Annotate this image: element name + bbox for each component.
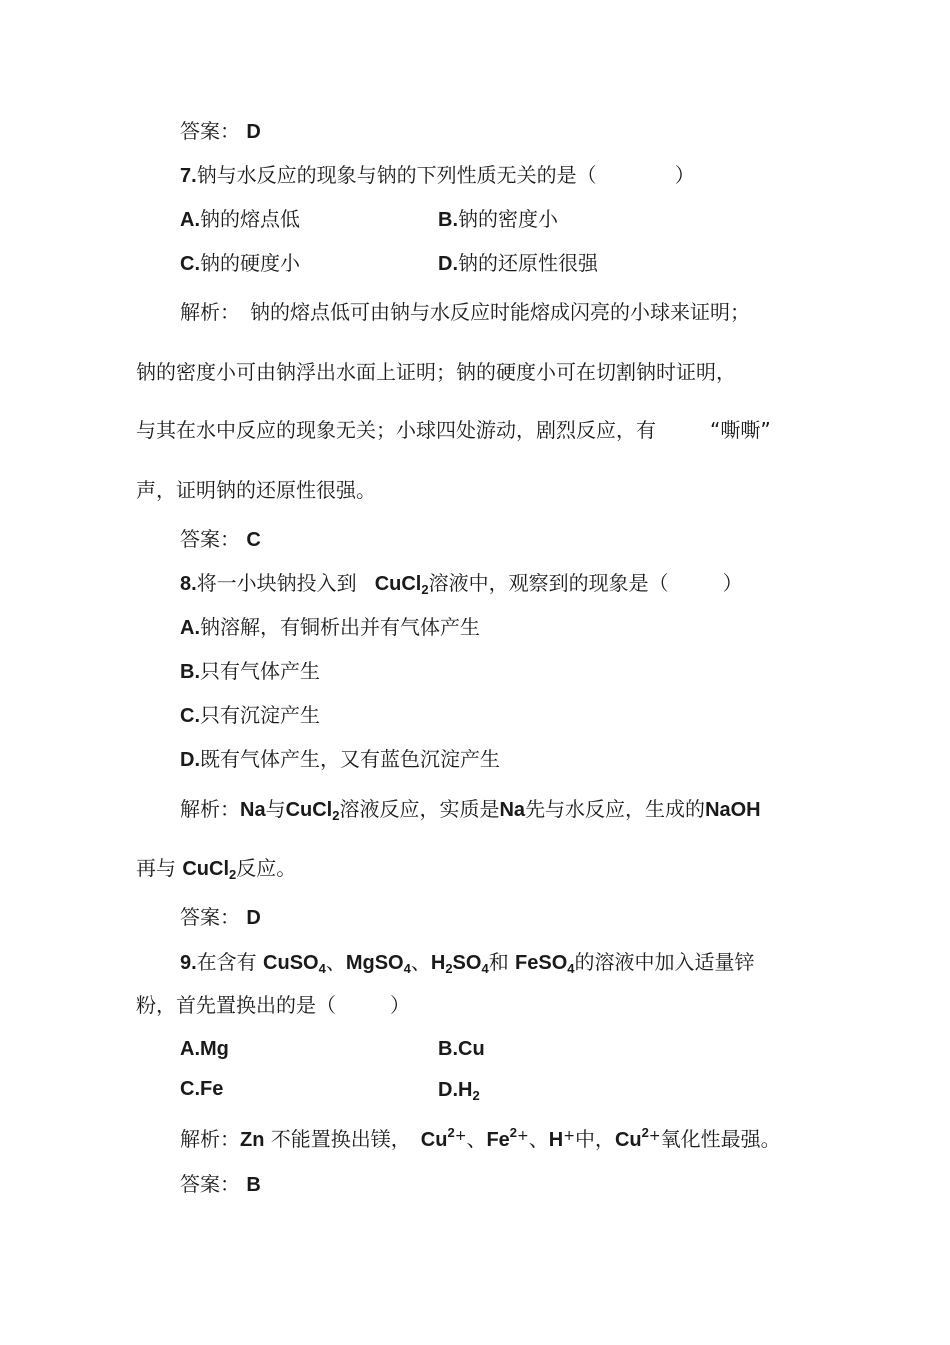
option-c: C.钠的硬度小: [180, 251, 300, 275]
option-b: B.钠的密度小: [438, 207, 558, 231]
question-7-stem: 7.钠与水反应的现象与钠的下列性质无关的是（ ）: [180, 163, 695, 187]
option-d: $D.H_2$: [438, 1079, 480, 1103]
question-7-analysis-3: 与其在水中反应的现象无关；小球四处游动，剧烈反应，有 “嘶嘶”: [136, 418, 771, 442]
option-a: A.钠的熔点低: [180, 207, 300, 231]
option-c: C.Fe: [180, 1078, 224, 1100]
answer-line-q6: 答案： D: [180, 119, 261, 143]
question-7-analysis-4: 声，证明钠的还原性很强。: [136, 478, 376, 502]
question-8-analysis-1: 解析：Na与CuCl$_2$溶液反应，实质是Na先与水反应，生成的NaOH: [180, 797, 761, 823]
question-9-stem-2: 粉，首先置换出的是（ ）: [136, 993, 410, 1017]
option-d: D.既有气体产生，又有蓝色沉淀产生: [180, 747, 500, 771]
answer-value: B: [246, 1174, 261, 1196]
option-a: A.Mg: [180, 1038, 229, 1060]
option-b: B.Cu: [438, 1038, 485, 1060]
question-7-analysis-1: 解析： 钠的熔点低可由钠与水反应时能熔成闪亮的小球来证明；: [180, 300, 750, 324]
option-c: C.只有沉淀产生: [180, 703, 320, 727]
question-8-analysis-2: 再与 CuCl$_2$反应。: [136, 856, 297, 882]
option-a: A.钠溶解，有铜析出并有气体产生: [180, 615, 480, 639]
answer-value: C: [246, 529, 261, 551]
answer-line-q9: 答案： B: [180, 1172, 261, 1196]
answer-value: D: [246, 121, 261, 143]
answer-line-q8: 答案： D: [180, 905, 261, 929]
answer-line-q7: 答案： C: [180, 527, 261, 551]
option-b: B.只有气体产生: [180, 659, 320, 683]
answer-value: D: [246, 907, 261, 929]
question-8-stem: 8.将一小块钠投入到 CuCl$_2$溶液中，观察到的现象是（ ）: [180, 571, 743, 597]
question-9-analysis: 解析：Zn 不能置换出镁， $Cu^{2+}$、$Fe^{2+}$、H+中，$Cu^{2+}$氧化性最强。: [180, 1125, 781, 1151]
question-7-analysis-2: 钠的密度小可由钠浮出水面上证明；钠的硬度小可在切割钠时证明，: [136, 360, 736, 384]
question-9-stem: 9.在含有 CuSO$_4$、MgSO$_4$、$H_2SO_4$和 FeSO$_4$的溶液中加入适量锌: [180, 950, 755, 976]
option-d: D.钠的还原性很强: [438, 251, 598, 275]
